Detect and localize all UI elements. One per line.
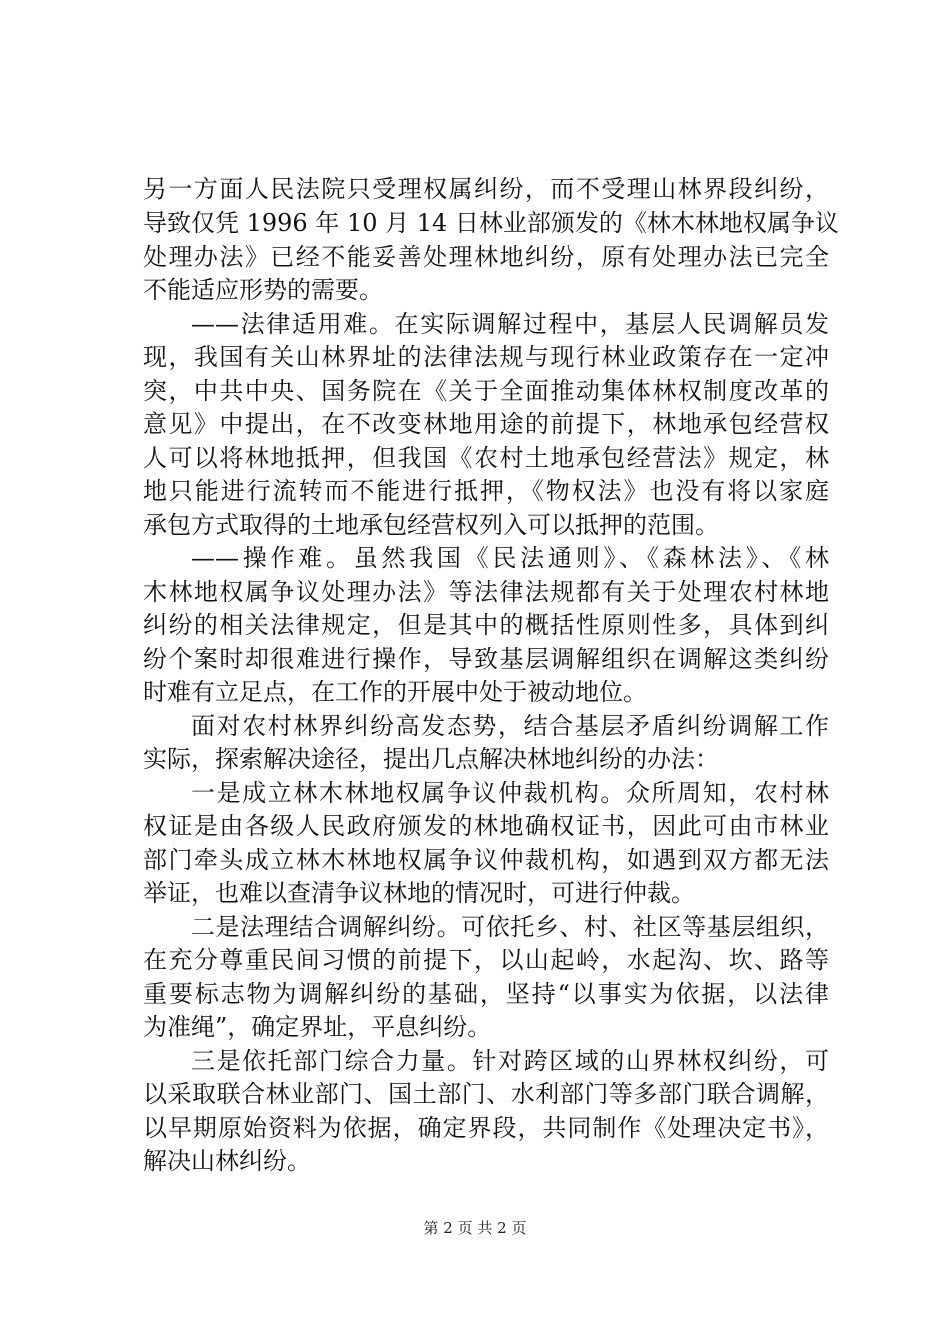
text-line: 二是法理结合调解纠纷。可依托乡、村、社区等基层组织， — [191, 913, 829, 941]
text-line: 承包方式取得的土地承包经营权列入可以抵押的范围。 — [143, 511, 719, 539]
text-line: 木林地权属争议处理办法》等法律法规都有关于处理农村林地 — [143, 578, 829, 606]
text-line: 人可以将林地抵押，但我国《农村土地承包经营法》规定，林 — [143, 444, 829, 472]
text-line: 以采取联合林业部门、国土部门、水利部门等多部门联合调解， — [143, 1080, 829, 1108]
text-line: 为准绳”，确定界址，平息纠纷。 — [143, 1013, 492, 1041]
text-line: 以早期原始资料为依据，确定界段，共同制作《处理决定书》， — [143, 1114, 829, 1142]
text-line: 时难有立足点，在工作的开展中处于被动地位。 — [143, 678, 647, 706]
page-number-footer: 第 2 页 共 2 页 — [423, 1219, 527, 1237]
text-line: 现，我国有关山林界址的法律法规与现行林业政策存在一定冲 — [143, 343, 829, 371]
text-line: 另一方面人民法院只受理权属纠纷，而不受理山林界段纠纷， — [143, 175, 829, 203]
text-line: 纠纷的相关法律规定，但是其中的概括性原则性多，具体到纠 — [143, 611, 829, 639]
text-line: ——操作难。虽然我国《民法通则》、《森林法》、《林 — [191, 544, 829, 572]
text-line: 纷个案时却很难进行操作，导致基层调解组织在调解这类纠纷 — [143, 645, 829, 673]
text-line: 解决山林纠纷。 — [143, 1147, 311, 1175]
text-line: 三是依托部门综合力量。针对跨区域的山界林权纠纷，可 — [191, 1047, 829, 1075]
text-line: 部门牵头成立林木林地权属争议仲裁机构，如遇到双方都无法 — [143, 846, 829, 874]
text-line: 在充分尊重民间习惯的前提下，以山起岭，水起沟、坎、路等 — [143, 946, 829, 974]
text-line: 地只能进行流转而不能进行抵押，《物权法》也没有将以家庭 — [143, 477, 829, 505]
text-line: 处理办法》已经不能妥善处理林地纠纷，原有处理办法已完全 — [143, 243, 829, 271]
text-line: 举证，也难以查清争议林地的情况时，可进行仲裁。 — [143, 879, 695, 907]
text-line: ——法律适用难。在实际调解过程中，基层人民调解员发 — [191, 310, 829, 338]
text-line: 面对农村林界纠纷高发态势，结合基层矛盾纠纷调解工作 — [191, 712, 829, 740]
text-line: 意见》中提出，在不改变林地用途的前提下，林地承包经营权 — [143, 410, 829, 438]
text-line: 突，中共中央、国务院在《关于全面推动集体林权制度改革的 — [143, 377, 829, 405]
text-line: 权证是由各级人民政府颁发的林地确权证书，因此可由市林业 — [143, 812, 829, 840]
text-line: 一是成立林木林地权属争议仲裁机构。众所周知，农村林 — [191, 779, 829, 807]
text-line: 不能适应形势的需要。 — [143, 276, 383, 304]
text-line: 导致仅凭 1996 年 10 月 14 日林业部颁发的《林木林地权属争议 — [143, 209, 839, 237]
text-line: 实际，探索解决途径，提出几点解决林地纠纷的办法： — [143, 745, 719, 773]
text-line: 重要标志物为调解纠纷的基础，坚持“以事实为依据，以法律 — [143, 980, 829, 1008]
